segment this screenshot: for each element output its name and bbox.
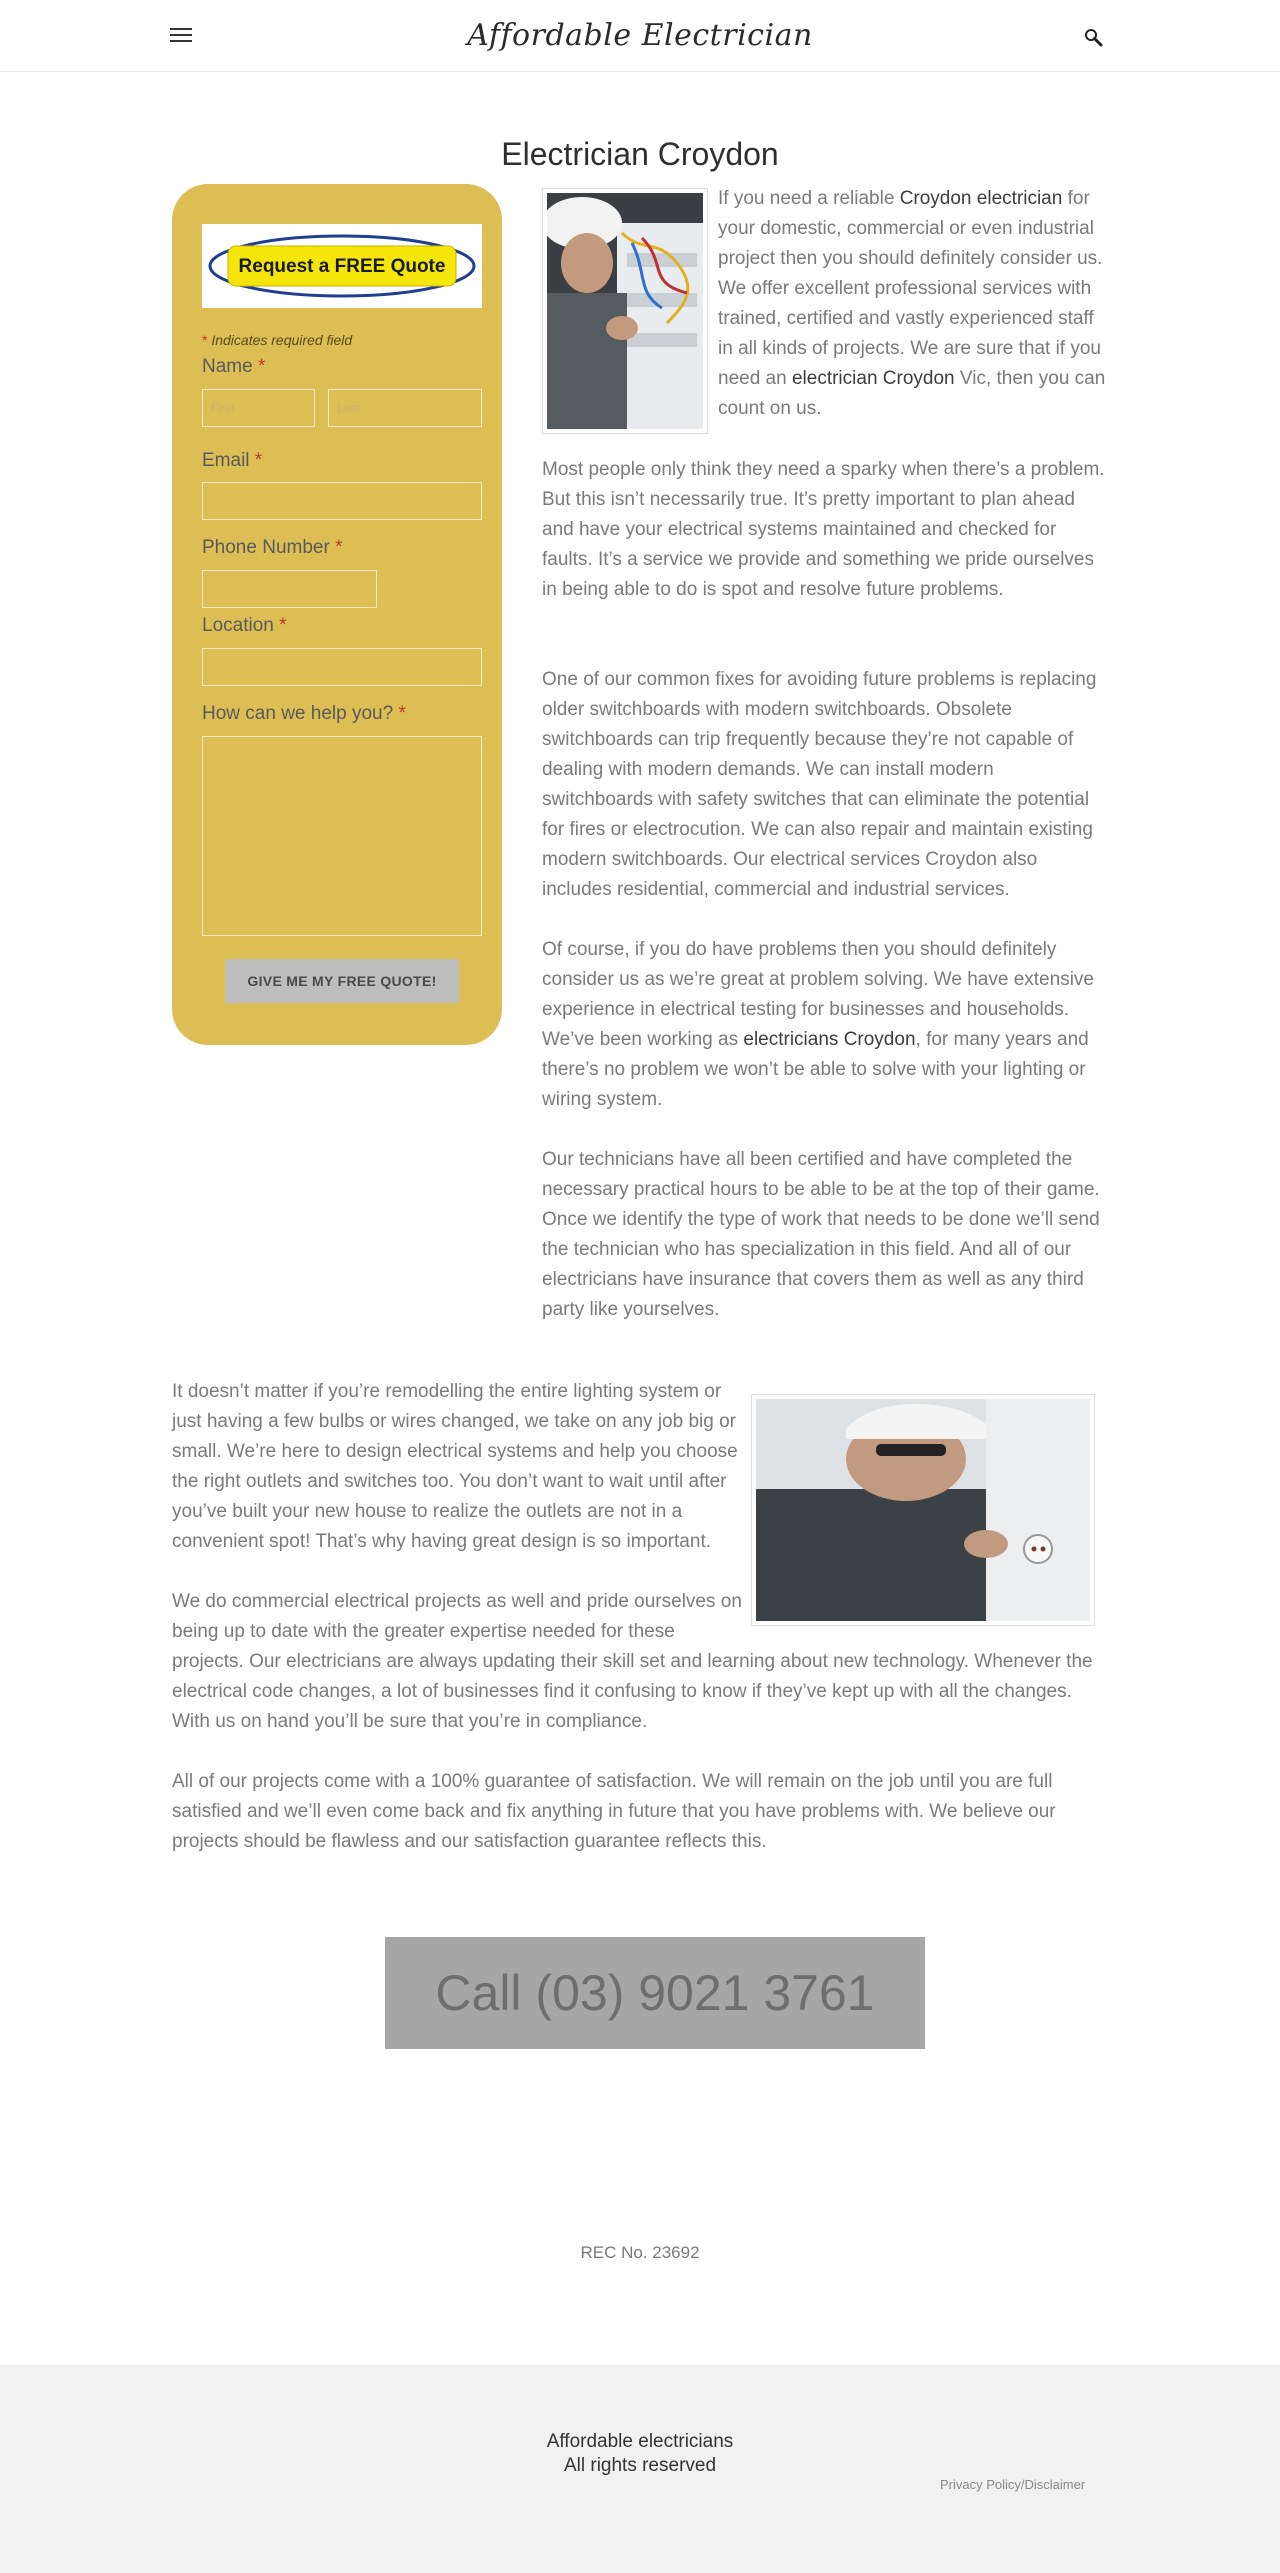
electrician-outlet-photo [751,1394,1095,1626]
switchboard-paragraph: One of our common fixes for avoiding future problems is replacing older switchboards with modern switchboards. Obsolete switchboards can trip frequently because they’re not capable of dealing with modern demands. We can install modern switchboards with safety switches that can eliminate the potential for fires or electrocution. We can also repair and maintain existing modern switchboards. Our electrical services Croydon also includes residential, commercial and industrial services. [542,669,1097,900]
problem-solving-paragraph: Of course, if you do have problems then you should definitely consider us as we’re great at problem solving. We have extensive experience in electrical testing for businesses and households. We’ve been working as electricians Croydon, for many years and there’s no problem we won’t be able to solve with your lighting or wiring system. [542,939,1094,1110]
phone-input[interactable] [202,570,377,608]
site-logo-text[interactable]: Affordable Electrician [467,18,813,53]
electrician-switchboard-photo [542,188,708,434]
free-quote-banner-graphic [202,224,482,308]
site-footer [0,2365,1280,2573]
electrician-croydon-link[interactable]: electrician Croydon [791,368,955,389]
electricians-croydon-link[interactable]: electricians Croydon [743,1029,916,1050]
phone-label: Phone Number * [202,537,343,558]
email-label: Email * [202,450,263,471]
hamburger-menu-icon[interactable] [170,28,192,44]
email-input[interactable] [202,482,482,520]
first-name-input[interactable] [202,389,315,427]
page-title: Electrician Croydon [501,136,779,172]
croydon-electrician-link[interactable]: Croydon electrician [899,188,1063,209]
remodelling-paragraph: It doesn’t matter if you’re remodelling the entire lighting system or just having a few bulbs or wires changed, we take on any job big or small. We’re here to design electrical systems and help you choose the right outlets and switches too. You don’t want to wait until after you’ve built your new house to realize the outlets are not in a convenient spot! That’s why having great design is so important. [172,1381,738,1552]
last-name-input[interactable] [328,389,482,427]
call-phone-banner[interactable]: Call (03) 9021 3761 [385,1937,925,2049]
commercial-paragraph-start: We do commercial electrical projects as well and pride ourselves on being up to date with the greater expertise needed for these [172,1591,742,1642]
submit-quote-button[interactable]: GIVE ME MY FREE QUOTE! [225,959,459,1003]
free-quote-banner [202,224,482,308]
search-icon[interactable] [1084,28,1104,48]
free-quote-banner-text: Request a FREE Quote [238,256,446,277]
rec-number: REC No. 23692 [580,2243,700,2262]
location-input[interactable] [202,648,482,686]
intro-paragraph: If you need a reliable Croydon electrician for your domestic, commercial or even industrial project then you should definitely consider us. We offer excellent professional services with trained, certified and vastly experienced staff in all kinds of projects. We are sure that if you need an electrician Croydon Vic, then you can count on us. [718,188,1106,419]
maintenance-paragraph: Most people only think they need a sparky when there’s a problem. But this isn’t necessarily true. It’s pretty important to plan ahead and have your electrical systems maintained and checked for faults. It’s a service we provide and something we pride ourselves in being able to do is spot and resolve future problems. [542,459,1105,600]
guarantee-paragraph: All of our projects come with a 100% guarantee of satisfaction. We will remain on the job until you are full satisfied and we’ll even come back and fix anything in future that you have problems with. We believe our projects should be flawless and our satisfaction guarantee reflects this. [172,1771,1056,1852]
site-header [0,0,1280,72]
quote-form-card [172,184,502,1045]
help-label: How can we help you? * [202,703,406,724]
privacy-policy-link[interactable]: Privacy Policy/Disclaimer [940,2477,1086,2492]
help-textarea[interactable] [202,736,482,936]
footer-company: Affordable electricians [546,2431,734,2452]
footer-rights: All rights reserved [563,2455,717,2476]
required-field-note: * Indicates required field [202,332,353,348]
technicians-paragraph: Our technicians have all been certified and have completed the necessary practical hours to be able to be at the top of their game. Once we identify the type of work that needs to be done we’ll send the technician who has specialization in this field. And all of our electricians have insurance that covers them as well as any third party like yourselves. [542,1149,1100,1320]
commercial-paragraph-end: projects. Our electricians are always updating their skill set and learning about new technology. Whenever the electrical code changes, a lot of businesses find it confusing to know if they’ve kept up with all the changes. With us on hand you’ll be sure that you’re in compliance. [172,1651,1093,1732]
name-label: Name * [202,356,266,377]
location-label: Location * [202,615,287,636]
